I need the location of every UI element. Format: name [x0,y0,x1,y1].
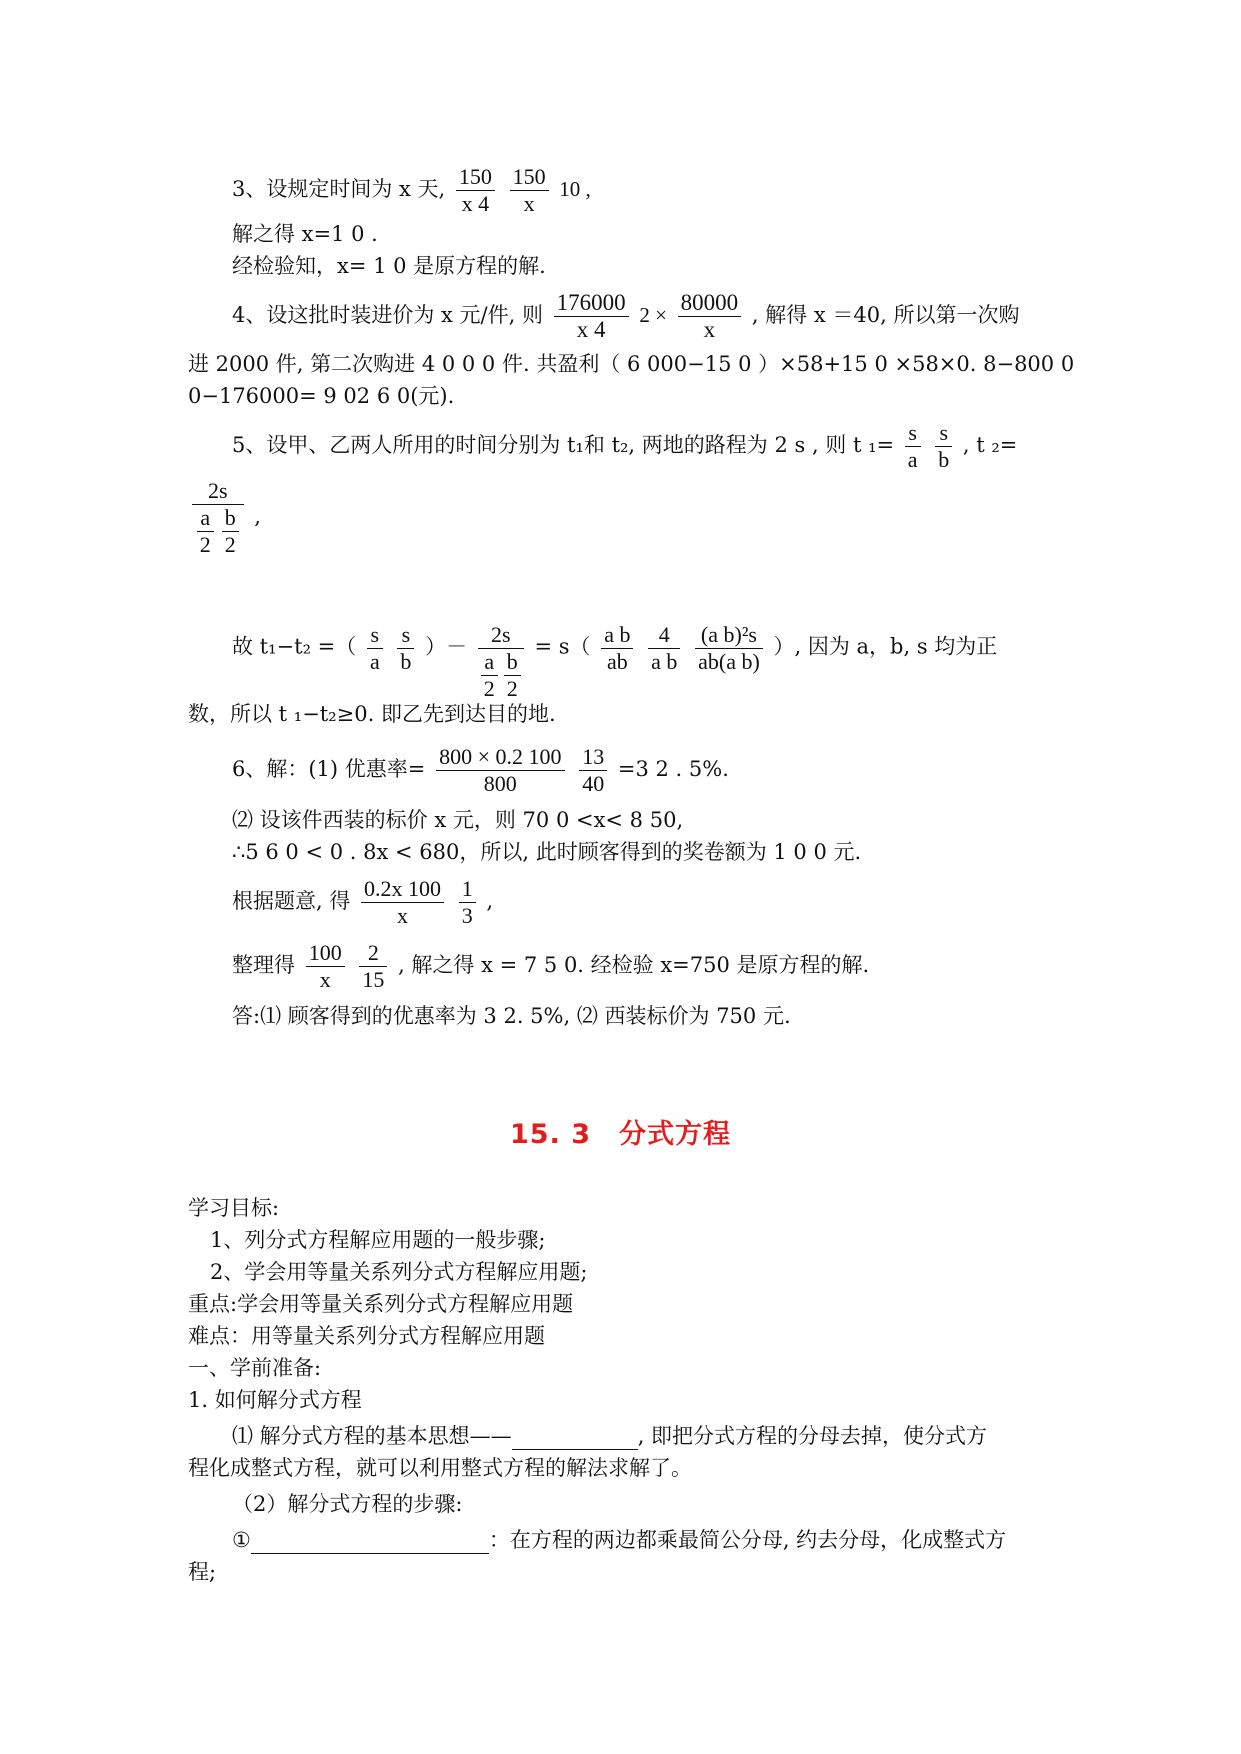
q6-line [232,744,729,797]
q6-p4-fraction: $\frac{0.2x 100}{x}$ [361,876,444,929]
q6-p5 [232,940,869,993]
q5-gu: 故 t₁−t₂ =（ [232,634,357,659]
q6-intro: 6、解：(1) 优惠率= [232,757,426,781]
q4-tail: , 解得 x ＝40, 所以第一次购 [751,303,1020,327]
q4-line-2: 进 2000 件, 第二次购进 4 0 0 0 件. 共盈利（ 6 000−15 0 ）×58+15 0 ×58×0. 8−800 0 [188,352,1075,376]
q5-intro: 5、设甲、乙两人所用的时间分别为 t₁和 t₂, 两地的路程为 2 s , 则 t ₁= [232,433,895,457]
q4-intro: 4、设这批时装进价为 x 元/件, 则 [232,303,543,327]
q5-t2-label: , t ₂= [962,433,1018,457]
section-title: 15. 3 分式方程 [509,1119,732,1150]
q3-fraction-1: $\frac{150}{x 4}$ [456,164,495,217]
q3-fraction-2: $\frac{150}{x}$ [510,164,549,217]
prep-step-2: （2）解分式方程的步骤: [232,1492,463,1516]
q5-g-fraction-5: $\frac{4}{\text{a b}}$ [648,622,680,675]
q6-p4-intro: 根据题意, 得 [232,889,351,913]
q4-mid: 2 × [639,303,667,327]
q5-g-fraction-2: $\frac{s}{b}$ [397,622,414,675]
q6-answer: 答:⑴ 顾客得到的优惠率为 3 2. 5%, ⑵ 西装标价为 750 元. [232,1004,791,1028]
q6-p5-tail: , 解之得 x = 7 5 0. 经检验 x=750 是原方程的解. [398,953,870,977]
q5-line [232,420,1017,473]
q6-p5-intro: 整理得 [232,953,295,977]
q5-g-fraction-6: $\frac{\text{(a b)²s}}{\text{ab(a b)}}$ [695,622,763,675]
q5-difference [232,608,998,701]
prep-step-3 [232,1526,1006,1554]
prep-item-1: 1. 如何解分式方程 [188,1388,362,1412]
key-point: 重点:学会用等量关系列分式方程解应用题 [188,1292,574,1316]
q6-p2: ⑵ 设该件西装的标价 x 元，则 70 0 <x< 8 50, [232,808,684,832]
q3-solve: 解之得 x=1 0 . [232,222,378,246]
q6-p5-fraction: $\frac{100}{x}$ [306,940,345,993]
prep-step-1 [232,1422,987,1450]
prep-step-3-marker: ① [232,1528,251,1552]
prep-step-3-cont: 程; [188,1560,217,1584]
q6-rate: =3 2 . 5%. [617,757,729,781]
q6-p4-rhs: $\frac{1}{3}$ [459,876,476,929]
q5-g-fraction-1: $\frac{s}{a}$ [367,622,383,675]
goal-2: 2、学会用等量关系列分式方程解应用题; [210,1260,588,1284]
q5-g-fraction-3: 2s $\frac{a}{2}$ $\frac{b}{2}$ [478,622,524,702]
goals-heading: 学习目标: [188,1196,280,1220]
q4-fraction-1: $\frac{176000}{x 4}$ [554,290,629,343]
prep-step-1-cont: 程化成整式方程，就可以利用整式方程的解法求解了。 [188,1456,692,1480]
q5-fraction-1: $\frac{s}{a}$ [905,420,921,473]
q5-t2-den-a: $\frac{a}{2}$ [197,505,214,558]
q3-intro: 3、设规定时间为 x 天, [232,177,446,201]
q5-conclusion: 数，所以 t ₁−t₂≥0. 即乙先到达目的地. [188,702,556,726]
fill-in-blank-1[interactable] [512,1425,638,1450]
q5-t2-den-b: $\frac{b}{2}$ [222,505,239,558]
q5-g-den-a: $\frac{a}{2}$ [481,649,498,702]
q6-fraction-2: $\frac{13}{40}$ [579,744,607,797]
q5-g-den-b: $\frac{b}{2}$ [504,649,521,702]
q5-t2-fraction: 2s $\frac{a}{2}$ $\frac{b}{2}$ [192,478,244,558]
prep-step-3-text: ：在方程的两边都乘最简公分母, 约去分母，化成整式方 [488,1528,1007,1552]
q6-p5-rhs: $\frac{2}{15}$ [359,940,387,993]
q5-fraction-2: $\frac{s}{b}$ [935,420,952,473]
prep-heading: 一、学前准备: [188,1356,322,1380]
q5-g-eq: = s（ [534,634,591,659]
q5-g-tail: ）, 因为 a，b, s 均为正 [773,634,998,659]
goal-1: 1、列分式方程解应用题的一般步骤; [210,1228,546,1252]
q4-line-3: 0−176000= 9 02 6 0(元). [188,384,455,408]
q3-line [232,164,591,217]
q3-rhs: 10 , [559,177,591,201]
q4-fraction-2: $\frac{80000}{x}$ [678,290,742,343]
prep-step-1-tail: , 即把分式方程的分母去掉，使分式方 [637,1424,988,1448]
difficulty-point: 难点：用等量关系列分式方程解应用题 [188,1324,545,1348]
fill-in-blank-2[interactable] [251,1529,489,1554]
q6-p4: 根据题意, 得 $\frac{0.2x 100}{x}$ $\frac{1}{3}$ , [232,876,494,928]
q6-p3: ∴5 6 0 < 0 . 8x < 680，所以, 此时顾客得到的奖卷额为 1 0 0 元. [232,840,862,864]
q4-line [232,290,1019,343]
q5-t2-expression: 2s $\frac{a}{2}$ $\frac{b}{2}$ , [188,478,261,558]
q6-fraction-1: $\frac{800 \times 0.2 100}{800}$ [436,744,564,797]
prep-step-1-text: ⑴ 解分式方程的基本思想—— [232,1424,512,1448]
q5-g-close: ）－ [425,634,468,659]
q5-g-fraction-4: $\frac{\text{a b}}{ab}$ [601,622,633,675]
q3-check: 经检验知，x= 1 0 是原方程的解. [232,254,546,278]
